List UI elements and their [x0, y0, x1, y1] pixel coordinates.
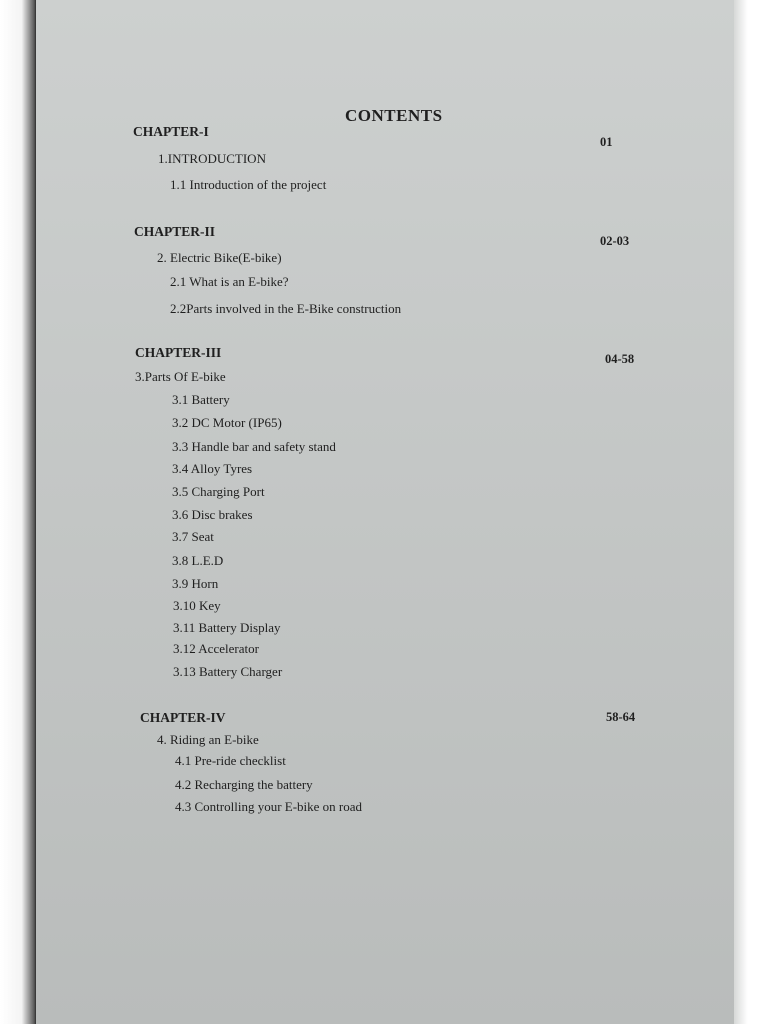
toc-item: 4.1 Pre-ride checklist: [175, 753, 286, 768]
toc-item: 3.9 Horn: [172, 576, 219, 591]
page-left-edge: [0, 0, 36, 1024]
chapter-2-pages: 02-03: [600, 234, 630, 248]
toc-item: 3.13 Battery Charger: [173, 664, 283, 679]
toc-item: 3.8 L.E.D: [172, 553, 224, 568]
toc-item: 4.3 Controlling your E-bike on road: [175, 799, 363, 814]
page-right-edge: [734, 0, 768, 1024]
toc-item: 3.3 Handle bar and safety stand: [172, 439, 336, 454]
chapter-4-pages: 58-64: [606, 710, 636, 724]
toc-item: 2.2Parts involved in the E-Bike construction: [170, 301, 402, 316]
chapter-3-pages: 04-58: [605, 352, 635, 366]
toc-item: 3.6 Disc brakes: [172, 507, 253, 522]
chapter-1-section: 1.INTRODUCTION: [158, 151, 266, 166]
toc-item: 2.1 What is an E-bike?: [170, 274, 289, 289]
toc-item: 3.1 Battery: [172, 392, 230, 407]
toc-item: 3.10 Key: [173, 598, 221, 613]
chapter-2-heading: CHAPTER-II: [134, 224, 216, 239]
toc-item: 4.2 Recharging the battery: [175, 777, 313, 792]
page-title: CONTENTS: [345, 106, 443, 125]
toc-item: 3.11 Battery Display: [173, 620, 281, 635]
toc-item: 3.5 Charging Port: [172, 484, 265, 499]
chapter-4-section: 4. Riding an E-bike: [157, 732, 259, 747]
chapter-1-pages: 01: [600, 135, 613, 149]
chapter-3-heading: CHAPTER-III: [135, 345, 222, 360]
toc-item: 1.1 Introduction of the project: [170, 177, 327, 192]
chapter-3-section: 3.Parts Of E-bike: [135, 369, 226, 384]
toc-item: 3.2 DC Motor (IP65): [172, 415, 282, 430]
toc-item: 3.7 Seat: [172, 529, 214, 544]
toc-item: 3.4 Alloy Tyres: [172, 461, 253, 476]
chapter-2-section: 2. Electric Bike(E-bike): [157, 250, 282, 265]
chapter-1-heading: CHAPTER-I: [133, 124, 209, 139]
chapter-4-heading: CHAPTER-IV: [140, 710, 226, 725]
toc-item: 3.12 Accelerator: [173, 641, 259, 656]
